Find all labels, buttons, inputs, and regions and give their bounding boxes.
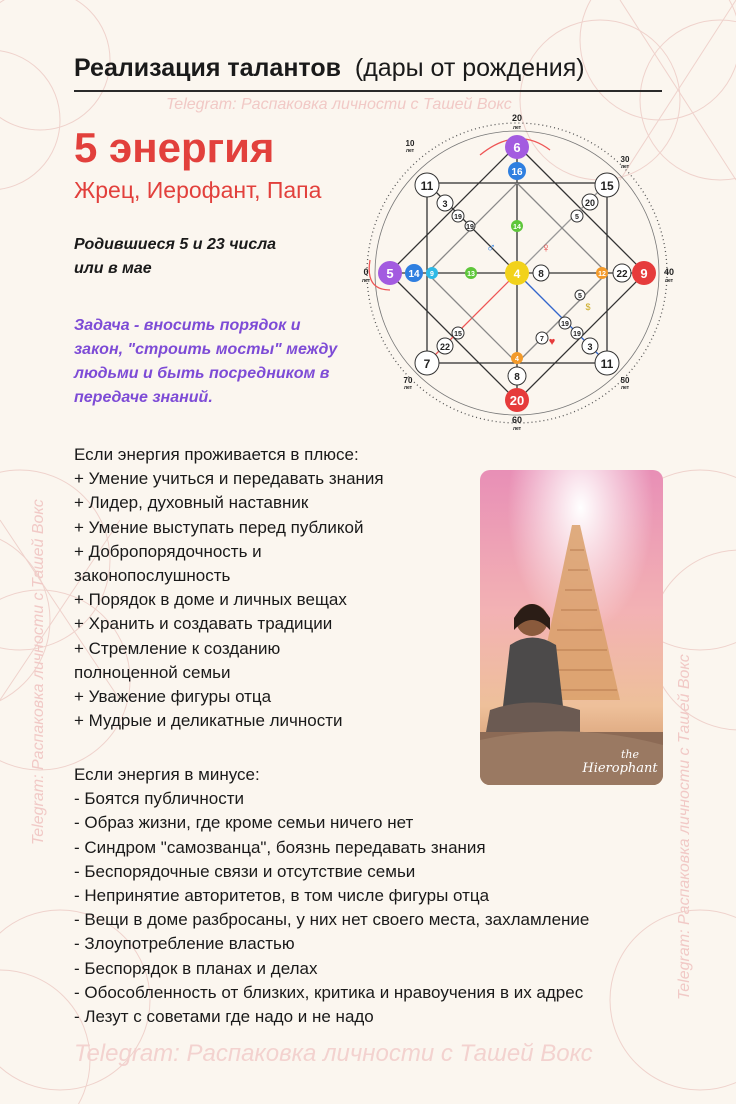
svg-text:0: 0	[363, 267, 369, 277]
watermark-top: Telegram: Распаковка личности с Ташей Вокс	[166, 96, 512, 113]
svg-text:5: 5	[386, 266, 394, 281]
birth-line: или в мае	[74, 260, 152, 277]
svg-text:4: 4	[515, 356, 519, 363]
svg-text:5: 5	[578, 293, 582, 300]
plus-item: + Порядок в доме и личных вещах	[74, 590, 347, 610]
svg-text:8: 8	[538, 269, 544, 280]
birth-dates	[74, 233, 344, 281]
svg-text:лет: лет	[620, 385, 630, 391]
svg-text:15: 15	[600, 179, 614, 193]
svg-text:12: 12	[598, 271, 606, 278]
plus-item: + Стремление к созданию	[74, 638, 281, 658]
svg-text:8: 8	[514, 372, 520, 383]
minus-item: - Обособленность от близких, критика и нравоучения в их адрес	[74, 982, 584, 1002]
svg-text:20: 20	[584, 198, 596, 208]
task-line: закон, "строить мосты" между	[74, 341, 338, 358]
page-title-sub: (дары от рождения)	[354, 54, 585, 82]
task-line: передаче знаний.	[74, 389, 213, 406]
svg-text:7: 7	[540, 336, 544, 343]
watermark-bottom: Telegram: Распаковка личности с Ташей Вокс	[74, 1040, 593, 1067]
heart-icon: ♥	[548, 336, 556, 348]
page-title	[74, 54, 664, 83]
minus-item: - Непринятие авторитетов, в том числе фигуры отца	[74, 886, 490, 906]
dollar-icon: $	[585, 302, 591, 312]
svg-text:лет: лет	[403, 385, 413, 391]
svg-text:9: 9	[640, 266, 648, 281]
birth-line: Родившиеся 5 и 23 числа	[74, 236, 277, 253]
female-symbol-icon: ♀	[541, 240, 551, 255]
minus-section	[74, 763, 674, 1029]
plus-heading: Если энергия проживается в плюсе:	[74, 445, 359, 464]
svg-text:11: 11	[600, 357, 614, 371]
plus-item: полноценной семьи	[74, 662, 231, 682]
svg-text:лет: лет	[620, 164, 630, 170]
male-symbol-icon: ♂	[486, 240, 496, 255]
svg-text:9: 9	[430, 271, 434, 278]
svg-text:15: 15	[454, 331, 462, 338]
svg-text:14: 14	[408, 269, 420, 280]
plus-item: + Мудрые и деликатные личности	[74, 711, 343, 731]
plus-item: + Умение выступать перед публикой	[74, 517, 364, 537]
energy-subtitle: Жрец, Иерофант, Папа	[74, 177, 322, 203]
svg-text:16: 16	[511, 167, 523, 178]
plus-item: + Добропорядочность и	[74, 541, 262, 561]
card-caption-the: the	[620, 748, 640, 761]
minus-item: - Вещи в доме разбросаны, у них нет своего места, захламление	[74, 910, 590, 930]
svg-text:19: 19	[466, 224, 474, 231]
plus-item: + Уважение фигуры отца	[74, 687, 272, 707]
hierophant-card	[480, 470, 663, 785]
svg-text:22: 22	[439, 342, 451, 352]
minus-item: - Образ жизни, где кроме семьи ничего нет	[74, 813, 414, 833]
svg-text:10: 10	[405, 139, 415, 148]
plus-item: законопослушность	[74, 566, 231, 586]
svg-text:20: 20	[509, 393, 525, 408]
task-line: людьми и быть посредником в	[74, 365, 330, 382]
svg-text:13: 13	[467, 271, 475, 278]
svg-text:лет: лет	[664, 278, 674, 284]
svg-text:30: 30	[620, 155, 630, 164]
energy-title: 5 энергия	[74, 124, 275, 171]
svg-text:3: 3	[587, 342, 593, 352]
svg-text:60: 60	[511, 415, 523, 425]
svg-text:40: 40	[663, 267, 675, 277]
watermark-right: Telegram: Распаковка личности с Ташей Вокс	[676, 654, 693, 1000]
plus-item: + Умение учиться и передавать знания	[74, 469, 384, 489]
minus-item: - Лезут с советами где надо и не надо	[74, 1007, 374, 1027]
destiny-matrix-diagram	[360, 110, 675, 435]
svg-text:лет: лет	[512, 426, 522, 432]
svg-text:50: 50	[620, 376, 630, 385]
minus-heading: Если энергия в минусе:	[74, 765, 260, 784]
svg-text:лет: лет	[361, 278, 371, 284]
minus-item: - Беспорядок в планах и делах	[74, 958, 318, 978]
watermark-left: Telegram: Распаковка личности с Ташей Вокс	[30, 499, 47, 845]
svg-text:5: 5	[575, 214, 579, 221]
svg-text:19: 19	[573, 331, 581, 338]
svg-text:19: 19	[561, 321, 569, 328]
title-divider	[74, 90, 662, 92]
svg-text:7: 7	[423, 357, 431, 371]
minus-item: - Синдром "самозванца", боязнь передавать знания	[74, 837, 486, 857]
card-caption-name: Hierophant	[582, 761, 658, 776]
svg-text:4: 4	[513, 267, 521, 281]
svg-text:3: 3	[442, 199, 448, 209]
minus-item: - Беспорядочные связи и отсутствие семьи	[74, 861, 416, 881]
minus-item: - Боятся публичности	[74, 789, 244, 809]
svg-text:22: 22	[616, 269, 628, 280]
svg-text:6: 6	[513, 140, 521, 155]
svg-text:лет: лет	[405, 148, 415, 154]
svg-text:70: 70	[403, 376, 413, 385]
plus-item: + Хранить и создавать традиции	[74, 614, 333, 634]
svg-text:лет: лет	[512, 125, 522, 131]
svg-text:14: 14	[513, 224, 521, 231]
page-title-main: Реализация талантов	[74, 54, 341, 82]
svg-text:19: 19	[454, 214, 462, 221]
minus-item: - Злоупотребление властью	[74, 934, 295, 954]
plus-section	[74, 443, 474, 733]
plus-item: + Лидер, духовный наставник	[74, 493, 309, 513]
task-line: Задача - вносить порядок и	[74, 317, 301, 334]
task-text	[74, 314, 374, 410]
svg-text:11: 11	[420, 179, 434, 193]
svg-text:20: 20	[511, 113, 523, 123]
